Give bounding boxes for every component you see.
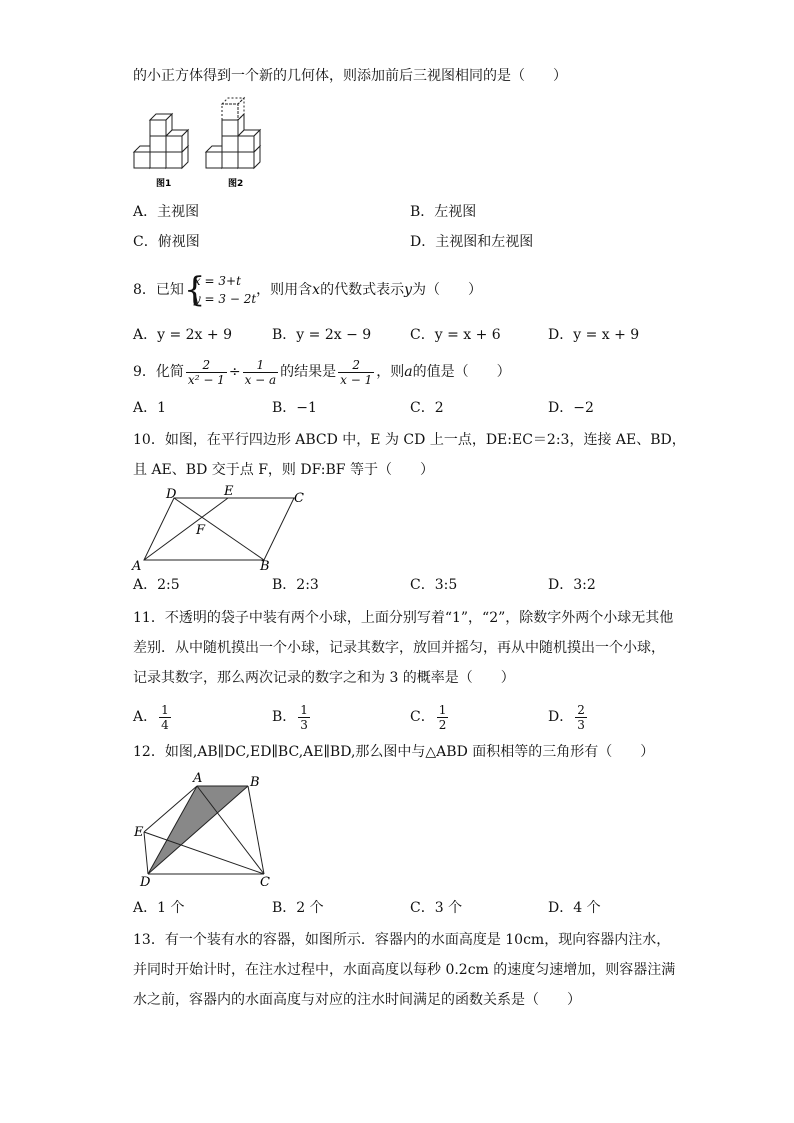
q10-option-b[interactable]: B．2:3 [272,577,319,593]
q10-option-a[interactable]: A．2:5 [133,577,180,593]
q9-f3-den: x − 1 [340,372,373,387]
q9-var-a: a [404,364,413,380]
q12-option-b[interactable]: B．2 个 [272,900,324,916]
q9-option-d[interactable]: D．−2 [548,400,594,416]
q12-option-c[interactable]: C．3 个 [410,900,463,916]
q9-option-b[interactable]: B．−1 [272,400,317,416]
q8-equation-system: { x = 3+t y = 3 − 2t [183,270,257,310]
q9-suffix-b: 的值是（ ） [412,364,511,380]
q11-option-b-letter: B． [272,709,297,725]
q9-suffix-a: ，则 [376,364,405,380]
q7-text: 的小正方体得到一个新的几何体，则添加前后三视图相同的是（ ） [133,68,567,84]
q11-line-3: 记录其数字，那么两次记录的数字之和为 3 的概率是（ ） [133,670,515,686]
q10-option-c[interactable]: C．3:5 [410,577,458,593]
q8-eq1: x = 3+t [193,274,241,288]
q12-trapezoid-figure [130,770,280,890]
q11-option-a-letter: A． [133,709,158,725]
fig2-label: 图2 [228,179,244,189]
q8-eq2: y = 3 − 2t [193,292,257,306]
q8-option-d[interactable]: D．y = x + 9 [548,327,640,343]
q7-option-b[interactable]: B．左视图 [410,204,477,220]
q7-figure-2 [200,92,270,190]
q10-label-f: F [196,523,206,538]
q9-f3-num: 2 [338,358,374,373]
q11-line-2: 差别．从中随机摸出一个小球，记录其数字，放回并摇匀，再从中随机摸出一个小球， [133,640,665,656]
q11-option-c[interactable] [410,700,450,734]
q8-suffix-b: 的代数式表示 [320,282,405,298]
q13-line-1: 13．有一个装有水的容器，如图所示．容器内的水面高度是 10cm，现向容器内注水， [133,932,671,948]
q11-line-1: 11．不透明的袋子中装有两个小球，上面分别写着“1”，“2”，除数字外两个小球无其他 [133,610,674,626]
q9-f2-num: 1 [243,358,279,373]
q8-var-y: y [404,282,412,298]
q8-var-x: x [312,282,321,298]
q11-b-num: 1 [300,702,308,717]
q12-label-b: B [250,775,260,790]
q7-option-a[interactable]: A．主视图 [133,204,200,220]
q11-d-num: 2 [577,702,585,717]
q9-fraction-1 [186,358,227,387]
q10-line-1: 10．如图，在平行四边形 ABCD 中，E 为 CD 上一点，DE:EC＝2:3，连接 AE、BD， [133,432,686,448]
q8-prefix: 8．已知 [133,282,184,298]
q8-suffix-c: 为（ ） [412,282,482,298]
q12-label-c: C [260,875,270,890]
q11-option-d-fraction [575,703,587,732]
q13-line-3: 水之前，容器内的水面高度与对应的注水时间满足的函数关系是（ ） [133,992,581,1008]
q12-option-a[interactable]: A．1 个 [133,900,185,916]
q10-label-e: E [224,484,234,499]
q11-option-b-fraction [298,703,310,732]
q8-stem [133,270,482,310]
q8-option-a[interactable]: A．y = 2x + 9 [133,327,232,343]
q11-option-d-letter: D． [548,709,574,725]
q10-line-2: 且 AE、BD 交于点 F，则 DF:BF 等于（ ） [133,462,434,478]
q12-label-a: A [193,771,203,786]
q9-fraction-3 [338,358,374,387]
q11-option-c-fraction [437,703,449,732]
q9-prefix: 9．化简 [133,364,184,380]
q12-text: 12．如图,AB∥DC,ED∥BC,AE∥BD,那么图中与△ABD 面积相等的三角形有（ ） [133,744,655,760]
q10-parallelogram-figure [130,486,310,572]
q9-stem [133,354,511,390]
q13-line-2: 并同时开始计时，在注水过程中，水面高度以每秒 0.2cm 的速度匀速增加，则容器注满 [133,962,676,978]
q9-f1-num: 2 [186,358,227,373]
q11-option-b[interactable] [272,700,312,734]
q11-c-den: 2 [438,717,447,732]
q7-option-c[interactable]: C．俯视图 [133,234,200,250]
q10-label-a: A [132,559,142,574]
q9-f2-den: x − a [244,372,277,387]
q12-label-d: D [140,875,151,890]
q11-b-den: 3 [300,717,308,732]
q10-label-c: C [294,491,304,506]
q11-a-num: 1 [161,702,169,717]
q9-operator: ÷ [228,364,241,380]
q9-mid: 的结果是 [280,364,337,380]
q10-option-d[interactable]: D．3:2 [548,577,596,593]
q11-option-c-letter: C． [410,709,435,725]
q11-option-a[interactable] [133,700,173,734]
q11-c-num: 1 [438,702,447,717]
q8-option-b[interactable]: B．y = 2x − 9 [272,327,372,343]
q9-option-a[interactable]: A．1 [133,400,167,416]
q10-label-d: D [166,487,177,502]
q10-label-b: B [260,559,270,574]
q9-option-c[interactable]: C．2 [410,400,444,416]
q11-a-den: 4 [161,717,169,732]
q7-figure-1 [128,100,198,190]
fig1-label: 图1 [156,179,172,189]
q12-label-e: E [134,825,144,840]
q11-d-den: 3 [577,717,585,732]
q7-option-d[interactable]: D．主视图和左视图 [410,234,534,250]
q8-option-c[interactable]: C．y = x + 6 [410,327,501,343]
q11-option-d[interactable] [548,700,589,734]
q9-f1-den: x² − 1 [187,372,225,387]
q8-suffix-a: ，则用含 [256,282,313,298]
q11-option-a-fraction [159,703,171,732]
q9-fraction-2 [243,358,279,387]
q12-option-d[interactable]: D．4 个 [548,900,601,916]
